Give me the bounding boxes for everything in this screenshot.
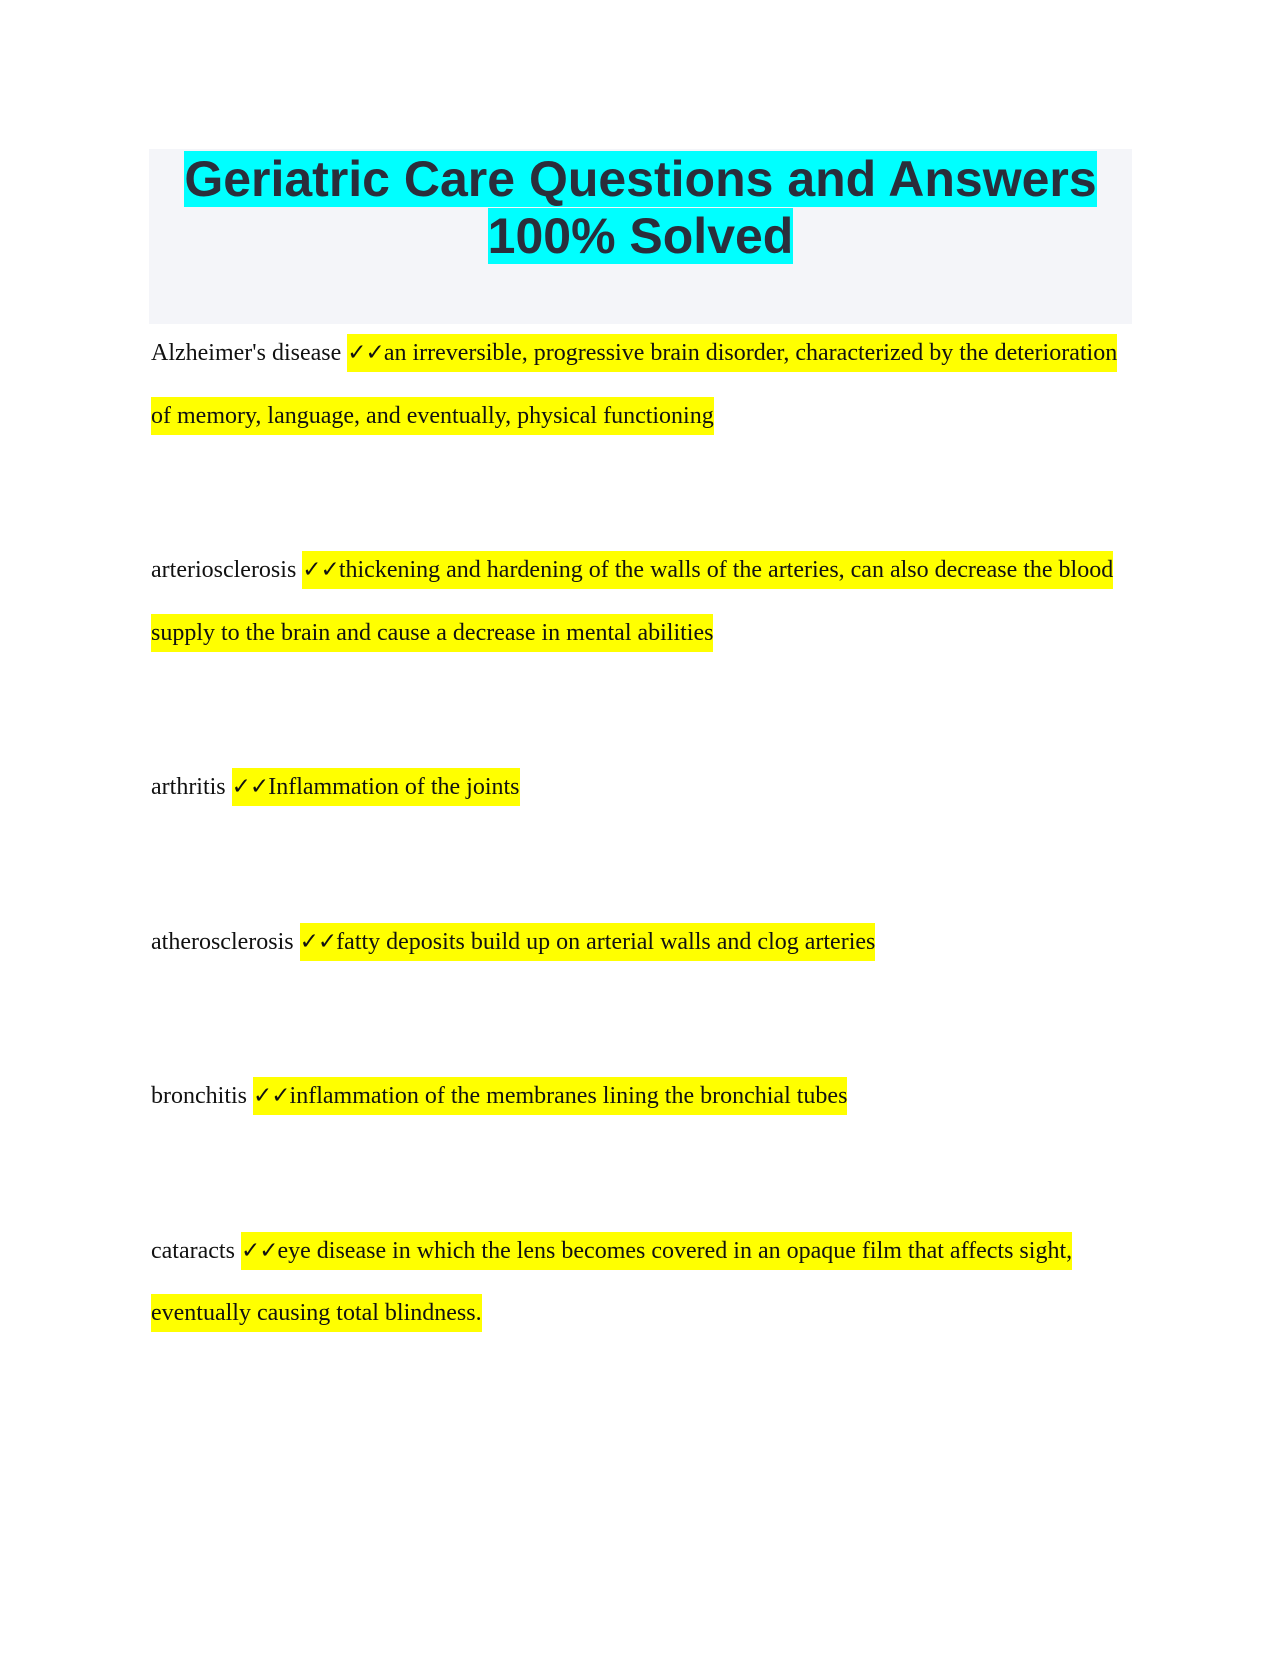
double-check-icon: ✓✓ xyxy=(299,928,337,955)
qa-list xyxy=(151,322,1141,1345)
answer-highlight xyxy=(151,1232,1072,1333)
qa-entry xyxy=(151,322,1141,447)
answer-highlight xyxy=(253,1077,847,1115)
double-check-icon: ✓✓ xyxy=(302,557,339,583)
question-term: arteriosclerosis xyxy=(151,557,297,583)
answer-text: inflammation of the membranes lining the bronchial tubes xyxy=(289,1083,848,1109)
question-term: atherosclerosis xyxy=(151,928,294,955)
answer-text: thickening and hardening of the walls of the arteries, can also decrease the blood supply to the brain and cause a decrease in mental abilities xyxy=(151,557,1114,646)
double-check-icon: ✓✓ xyxy=(347,340,384,366)
answer-text: eye disease in which the lens becomes covered in an opaque film that affects sight, eventually causing total blindness. xyxy=(151,1237,1073,1326)
qa-entry xyxy=(151,756,1141,819)
qa-entry xyxy=(151,911,1141,974)
answer-highlight xyxy=(232,768,520,806)
qa-entry xyxy=(151,1220,1141,1345)
title-block xyxy=(149,149,1132,324)
qa-entry xyxy=(151,539,1141,664)
answer-text: an irreversible, progressive brain disorder, characterized by the deterioration of memory, language, and eventually, physical functioning xyxy=(151,340,1118,429)
question-term: arthritis xyxy=(151,774,226,800)
question-term: bronchitis xyxy=(151,1083,247,1109)
qa-entry xyxy=(151,1065,1141,1128)
answer-text: fatty deposits build up on arterial walls and clog arteries xyxy=(336,928,876,955)
answer-highlight xyxy=(300,923,876,961)
answer-text: Inflammation of the joints xyxy=(268,774,520,800)
document-title: Geriatric Care Questions and Answers 100% Solved xyxy=(184,151,1097,264)
double-check-icon: ✓✓ xyxy=(253,1083,290,1109)
question-term: Alzheimer's disease xyxy=(151,340,342,366)
title-wrap xyxy=(149,149,1132,265)
double-check-icon: ✓✓ xyxy=(231,774,269,800)
double-check-icon: ✓✓ xyxy=(240,1237,278,1264)
question-term: cataracts xyxy=(151,1237,235,1264)
answer-highlight xyxy=(151,551,1113,652)
